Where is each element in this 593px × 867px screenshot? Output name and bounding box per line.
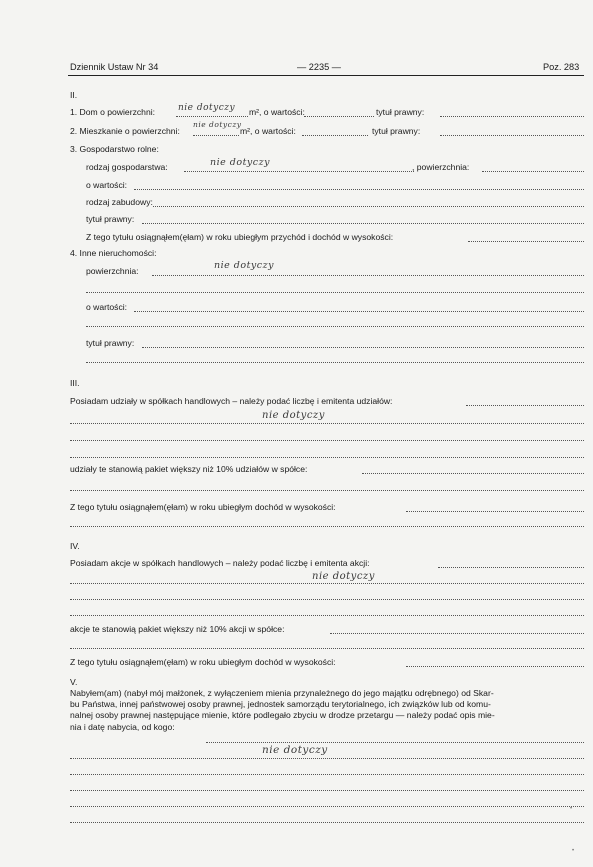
farm-type-handwriting: nie dotyczy [210, 157, 270, 168]
flat-title-field[interactable] [440, 135, 584, 136]
acquisition-field-5[interactable] [70, 806, 584, 807]
stocks-income-label: Z tego tytułu osiągnąłem(ęłam) w roku ubiegłym dochód w wysokości: [70, 657, 336, 667]
house-value-field[interactable] [304, 116, 374, 117]
section-v-number: V. [70, 677, 78, 687]
acquisition-text [70, 688, 586, 733]
shares-stake-field[interactable] [362, 473, 584, 474]
farm-area-field[interactable] [482, 171, 584, 172]
shares-income-field-2[interactable] [70, 526, 584, 527]
house-title-label: tytuł prawny: [376, 107, 425, 117]
shares-field-3[interactable] [70, 440, 584, 441]
stocks-label: Posiadam akcje w spółkach handlowych – należy podać liczbę i emitenta akcji: [70, 558, 370, 568]
header-rule [68, 75, 584, 76]
flat-value-field[interactable] [302, 135, 368, 136]
farm-type-label: rodzaj gospodarstwa: [86, 162, 168, 172]
acquisition-field-6[interactable] [70, 822, 584, 823]
shares-field[interactable] [466, 405, 584, 406]
section-iv-number: IV. [70, 541, 80, 551]
shares-stake-label: udziały te stanowią pakiet większy niż 10% udziałów w spółce: [70, 464, 308, 474]
acquisition-field-3[interactable] [70, 774, 584, 775]
journal-title: Dziennik Ustaw Nr 34 [70, 62, 159, 72]
shares-income-label: Z tego tytułu osiągnąłem(ęłam) w roku ubiegłym dochód w wysokości: [70, 502, 336, 512]
shares-label: Posiadam udziały w spółkach handlowych – należy podać liczbę i emitenta udziałów: [70, 396, 393, 406]
farm-value-field[interactable] [134, 189, 584, 190]
stocks-field-3[interactable] [70, 599, 584, 600]
house-title-field[interactable] [440, 116, 584, 117]
other-property-title-field-2[interactable] [86, 362, 584, 363]
acquisition-field-4[interactable] [70, 790, 584, 791]
flat-area-field[interactable] [193, 135, 239, 136]
farm-area-label: , powierzchnia: [412, 162, 470, 172]
shares-income-field[interactable] [406, 511, 584, 512]
acquisition-text-line-2: bu Państwa, innej państwowej osoby prawnej, jednostek samorządu terytorialnego, ich związków lub od komu- [70, 699, 491, 710]
section-ii-number: II. [70, 90, 78, 100]
stocks-income-field[interactable] [406, 666, 584, 667]
other-property-area-field-2[interactable] [86, 292, 584, 293]
stocks-field-2[interactable] [70, 583, 584, 584]
farm-legal-title-label: tytuł prawny: [86, 214, 135, 224]
acquisition-field-2[interactable] [70, 758, 584, 759]
house-area-handwriting: nie dotyczy [178, 103, 236, 113]
other-property-value-field-2[interactable] [86, 326, 584, 327]
shares-field-2[interactable] [70, 423, 584, 424]
other-property-value-field[interactable] [134, 311, 584, 312]
shares-field-4[interactable] [70, 457, 584, 458]
stocks-field[interactable] [438, 567, 584, 568]
acquisition-text-line-1: Nabyłem(am) (nabył mój małżonek, z wyłączeniem mienia przynależnego do jego majątku odrębnego) od Skar- [70, 688, 494, 698]
acquisition-text-line-4: nia i datę nabycia, od kogo: [70, 721, 175, 732]
farm-income-field[interactable] [468, 241, 584, 242]
stocks-field-4[interactable] [70, 615, 584, 616]
acquisition-text-line-3: nalnej osoby prawnej następujące mienie, które podlegało zbyciu w drodze przetargu — należy podać opis mie- [70, 710, 495, 721]
shares-handwriting: nie dotyczy [262, 410, 325, 421]
stocks-handwriting: nie dotyczy [312, 571, 375, 582]
farm-title: 3. Gospodarstwo rolne: [70, 144, 159, 154]
position-number: Poz. 283 [543, 62, 580, 72]
farm-value-label: o wartości: [86, 180, 128, 190]
other-property-title-field[interactable] [142, 347, 584, 348]
farm-buildings-field[interactable] [153, 206, 584, 207]
scan-mark: • [570, 806, 573, 812]
scan-mark-2: • [572, 848, 575, 854]
other-property-area-field[interactable] [152, 275, 584, 276]
flat-title-label: tytuł prawny: [372, 126, 421, 136]
shares-stake-field-2[interactable] [70, 490, 584, 491]
house-area-label: 1. Dom o powierzchni: [70, 107, 156, 117]
flat-area-handwriting: nie dotyczy [193, 120, 242, 129]
page-number: — 2235 — [297, 62, 341, 72]
farm-income-label: Z tego tytułu osiągnąłem(ęłam) w roku ubiegłym przychód i dochód w wysokości: [86, 232, 394, 242]
other-property-handwriting: nie dotyczy [214, 260, 274, 271]
other-property-title-label: tytuł prawny: [86, 338, 135, 348]
farm-buildings-label: rodzaj zabudowy: [86, 197, 153, 207]
section-iii-number: III. [70, 378, 80, 388]
farm-type-field[interactable] [184, 171, 414, 172]
stocks-stake-field[interactable] [330, 633, 584, 634]
house-area-field[interactable] [176, 116, 248, 117]
acquisition-field[interactable] [206, 742, 584, 743]
farm-legal-title-field[interactable] [142, 223, 584, 224]
flat-value-label: m², o wartości: [240, 126, 296, 136]
stocks-stake-field-2[interactable] [70, 648, 584, 649]
house-value-label: m², o wartości: [249, 107, 305, 117]
acquisition-handwriting: nie dotyczy [262, 744, 328, 756]
other-property-value-label: o wartości: [86, 302, 128, 312]
flat-area-label: 2. Mieszkanie o powierzchni: [70, 126, 180, 136]
stocks-stake-label: akcje te stanowią pakiet większy niż 10% akcji w spółce: [70, 624, 285, 634]
other-property-area-label: powierzchnia: [86, 266, 139, 276]
other-property-title: 4. Inne nieruchomości: [70, 248, 157, 258]
